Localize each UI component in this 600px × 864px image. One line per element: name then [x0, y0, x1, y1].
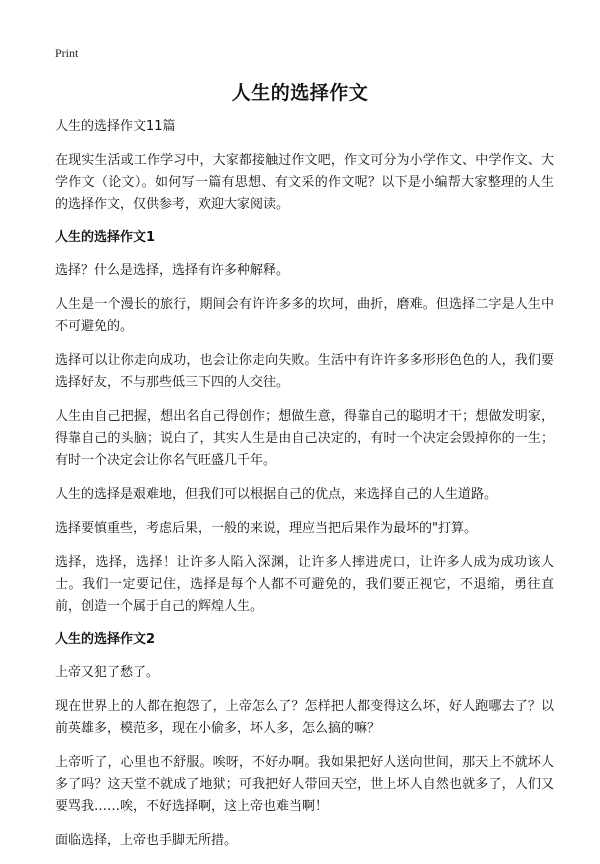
paragraph: 面临选择，上帝也手脚无所措。	[55, 833, 238, 848]
paragraph: 选择要慎重些，考虑后果，一般的来说，理应当把后果作为最坏的"打算。	[55, 521, 477, 536]
print-link[interactable]: Print	[55, 46, 79, 60]
section-heading: 人生的选择作文1	[55, 230, 156, 245]
article-body	[55, 118, 554, 864]
paragraph: 上帝听了，心里也不舒服。唉呀，不好办啊。我如果把好人送向世间，那天上不就坏人多了吗？这天堂不就成了地狱；可我把好人带回天空，世上坏人自然也就多了，人们又要骂我……唉，不好选择啊，这上帝也难当啊！	[55, 755, 554, 814]
essay-section-2	[55, 630, 554, 852]
paragraph: 人生是一个漫长的旅行，期间会有许许多多的坎坷，曲折，磨难。但选择二字是人生中不可避免的。	[55, 297, 554, 334]
paragraph: 现在世界上的人都在抱怨了，上帝怎么了？怎样把人都变得这么坏，好人跑哪去了？以前英雄多，模范多，现在小偷多，坏人多，怎么搞的嘛？	[55, 699, 554, 736]
paragraph: 人生的选择是艰难地，但我们可以根据自己的优点，来选择自己的人生道路。	[55, 487, 498, 502]
essay-section-1	[55, 228, 554, 618]
section-heading: 人生的选择作文2	[55, 632, 156, 647]
intro-paragraph: 在现实生活或工作学习中，大家都接触过作文吧，作文可分为小学作文、中学作文、大学作文（论文）。如何写一篇有思想、有文采的作文呢？以下是小编帮大家整理的人生的选择作文，仅供参考，欢迎大家阅读。	[55, 153, 554, 212]
paragraph: 选择？什么是选择，选择有许多种解释。	[55, 263, 290, 278]
paragraph: 上帝又犯了愁了。	[55, 665, 160, 680]
paragraph: 人生由自己把握，想出名自己得创作；想做生意，得靠自己的聪明才干；想做发明家，得靠自己的头脑；说白了，其实人生是由自己决定的，有时一个决定会毁掉你的一生；有时一个决定会让你名气旺盛几千年。	[55, 409, 554, 468]
paragraph: 选择可以让你走向成功，也会让你走向失败。生活中有许许多多形形色色的人，我们要选择好友，不与那些低三下四的人交往。	[55, 353, 554, 390]
page-title: 人生的选择作文	[231, 82, 369, 104]
paragraph: 选择，选择，选择！让许多人陷入深渊，让许多人摔进虎口，让许多人成为成功该人士。我们一定要记住，选择是每个人都不可避免的，我们要正视它，不退缩，勇往直前，创造一个属于自己的辉煌人生。	[55, 555, 554, 614]
article-subtitle: 人生的选择作文11篇	[55, 119, 176, 134]
